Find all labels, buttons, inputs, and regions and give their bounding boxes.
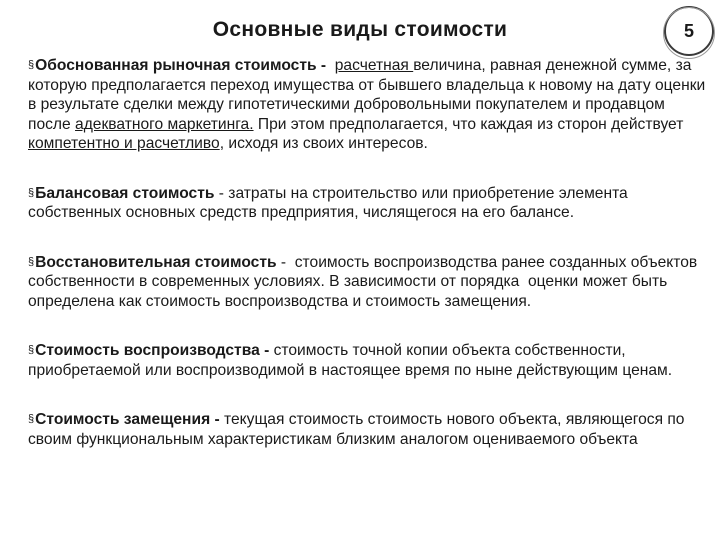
bullet-marker: § xyxy=(28,186,35,199)
definition-replacement-cost xyxy=(28,410,710,449)
definition-text: , исходя из своих интересов. xyxy=(219,135,428,152)
definition-text: стоимость точной копии объекта собственности, приобретаемой или воспроизводимой в настоящее время по ныне действующим ценам. xyxy=(28,342,673,379)
underlined-text-adequate-marketing: адекватного маркетинга. xyxy=(75,115,254,133)
term-restoration-value: Восстановительная стоимость xyxy=(35,253,277,271)
definition-text: текущая стоимость стоимость нового объекта, являющегося по своим функциональным характеристикам близким аналогом оцениваемого объекта xyxy=(28,411,685,448)
definition-text: величина, равная денежной сумме, за которую предполагается переход имущества от бывшего владельца к новому на дату оценки в результате сделки между гипотетическими добровольными покупателем и продавцом после xyxy=(28,57,706,133)
definition-text: - стоимость воспроизводства ранее созданных объектов собственности в современных условиях. В зависимости от порядка оценки может быть определена как стоимость воспроизводства и стоимость замещения. xyxy=(28,253,702,310)
underlined-text-estimated: расчетная xyxy=(334,57,414,74)
term-replacement-cost: Стоимость замещения - xyxy=(35,411,220,428)
bullet-marker: § xyxy=(28,255,35,268)
definition-restoration-value xyxy=(28,253,710,312)
bullet-marker: § xyxy=(28,413,35,425)
definition-text: - затраты на строительство или приобретение элемента собственных основных средств предприятия, числящегося на его балансе. xyxy=(28,184,628,221)
definition-text: При этом предполагается, что каждая из сторон действует xyxy=(253,115,684,133)
page-number-badge: 5 xyxy=(664,6,714,56)
term-reproduction-cost: Стоимость воспроизводства - xyxy=(35,342,270,359)
term-book-value: Балансовая стоимость xyxy=(35,184,215,202)
bullet-marker: § xyxy=(28,59,35,71)
definition-book-value xyxy=(28,184,710,223)
definition-fair-market-value xyxy=(28,56,710,154)
slide-title: Основные виды стоимости xyxy=(212,18,508,41)
bullet-marker: § xyxy=(28,344,35,356)
term-fair-market-value: Обоснованная рыночная стоимость - xyxy=(35,57,327,74)
definition-spacer xyxy=(326,57,335,74)
definition-reproduction-cost xyxy=(28,341,710,380)
underlined-text-competently: компетентно и расчетливо xyxy=(28,135,220,152)
definitions-list xyxy=(28,56,710,449)
